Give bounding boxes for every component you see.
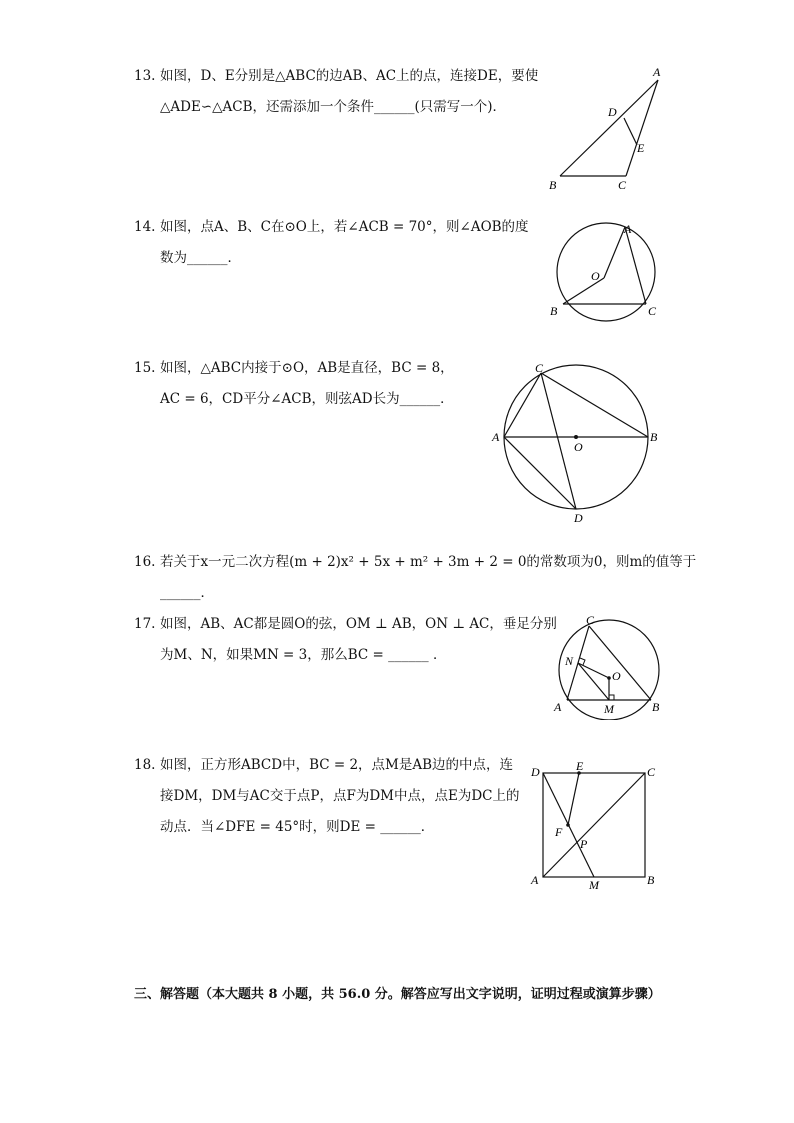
question-17 [134,609,557,671]
question-text: 若关于x一元二次方程(m + 2)x² + 5x + m² + 3m + 2 = 0的常数项为0，则m的值等于 [160,554,697,570]
question-17-line-1 [134,609,557,640]
label-B: B [549,178,557,192]
question-text: 如图，D、E分别是△ABC的边AB、AC上的点，连接DE，要使 [160,68,539,84]
question-text: 如图，AB、AC都是圆O的弦，OM ⊥ AB，ON ⊥ AC，垂足分别 [160,616,557,632]
question-16-line-1 [134,547,696,578]
question-15 [134,353,454,415]
label-M: M [604,702,614,716]
question-16-line-2: ______． [160,585,214,601]
question-number: 17. [134,616,156,632]
label-B: B [652,700,660,714]
label-D: D [608,105,617,119]
label-A: A [554,700,562,714]
label-B: B [550,304,558,318]
question-text: 如图，点A、B、C在⊙O上，若∠ACB = 70°，则∠AOB的度 [160,219,529,235]
label-D: D [574,511,583,525]
question-15-line-2: AC = 6，CD平分∠ACB，则弦AD长为______． [160,391,454,407]
question-number: 13. [134,68,156,84]
question-number: 15. [134,360,156,376]
label-O: O [612,669,621,683]
label-C: C [618,178,627,192]
figure-14-circle [540,218,670,324]
figure-13-triangle [540,62,680,194]
question-14 [134,212,529,274]
question-13-line-1 [134,61,538,92]
label-O: O [574,440,583,454]
question-15-line-1 [134,353,454,384]
question-number: 14. [134,219,156,235]
label-A: A [531,873,539,887]
question-13 [134,61,538,123]
question-text: 如图，△ABC内接于⊙O，AB是直径，BC = 8， [160,360,454,376]
question-13-line-2: △ADE∽△ACB，还需添加一个条件______(只需写一个)． [160,99,507,115]
label-A: A [624,222,632,236]
question-text: 如图，正方形ABCD中，BC = 2，点M是AB边的中点，连 [160,757,514,773]
label-D: D [531,765,540,779]
label-P: P [580,837,588,851]
label-B: B [650,430,658,444]
label-N: N [565,654,574,668]
question-18-line-2: 接DM，DM与AC交于点P，点F为DM中点，点E为DC上的 [160,788,520,804]
figure-17-circle [548,612,668,720]
label-C: C [647,765,656,779]
question-18-line-1 [134,750,519,781]
label-O: O [591,269,600,283]
label-F: F [555,825,563,839]
label-E: E [637,141,645,155]
label-A: A [653,65,661,79]
question-14-line-1 [134,212,529,243]
label-C: C [586,613,595,627]
figure-18-square [526,758,666,894]
label-E: E [576,759,584,773]
question-number: 18. [134,757,156,773]
question-18-line-3: 动点．当∠DFE = 45°时，则DE = ______． [160,819,435,835]
label-M: M [589,878,599,892]
question-14-line-2: 数为______． [160,250,241,266]
question-18 [134,750,519,843]
question-17-line-2: 为M、N，如果MN = 3，那么BC = ______ ． [160,647,447,663]
figure-15-circle [488,360,668,530]
label-B: B [647,873,655,887]
question-16 [134,547,696,609]
label-C: C [648,304,657,318]
section-3-heading: 三、解答题（本大题共 8 小题，共 56.0 分。解答应写出文字说明，证明过程或演算步骤） [134,987,661,1002]
label-A: A [492,430,500,444]
label-C: C [535,361,544,375]
question-number: 16. [134,554,156,570]
